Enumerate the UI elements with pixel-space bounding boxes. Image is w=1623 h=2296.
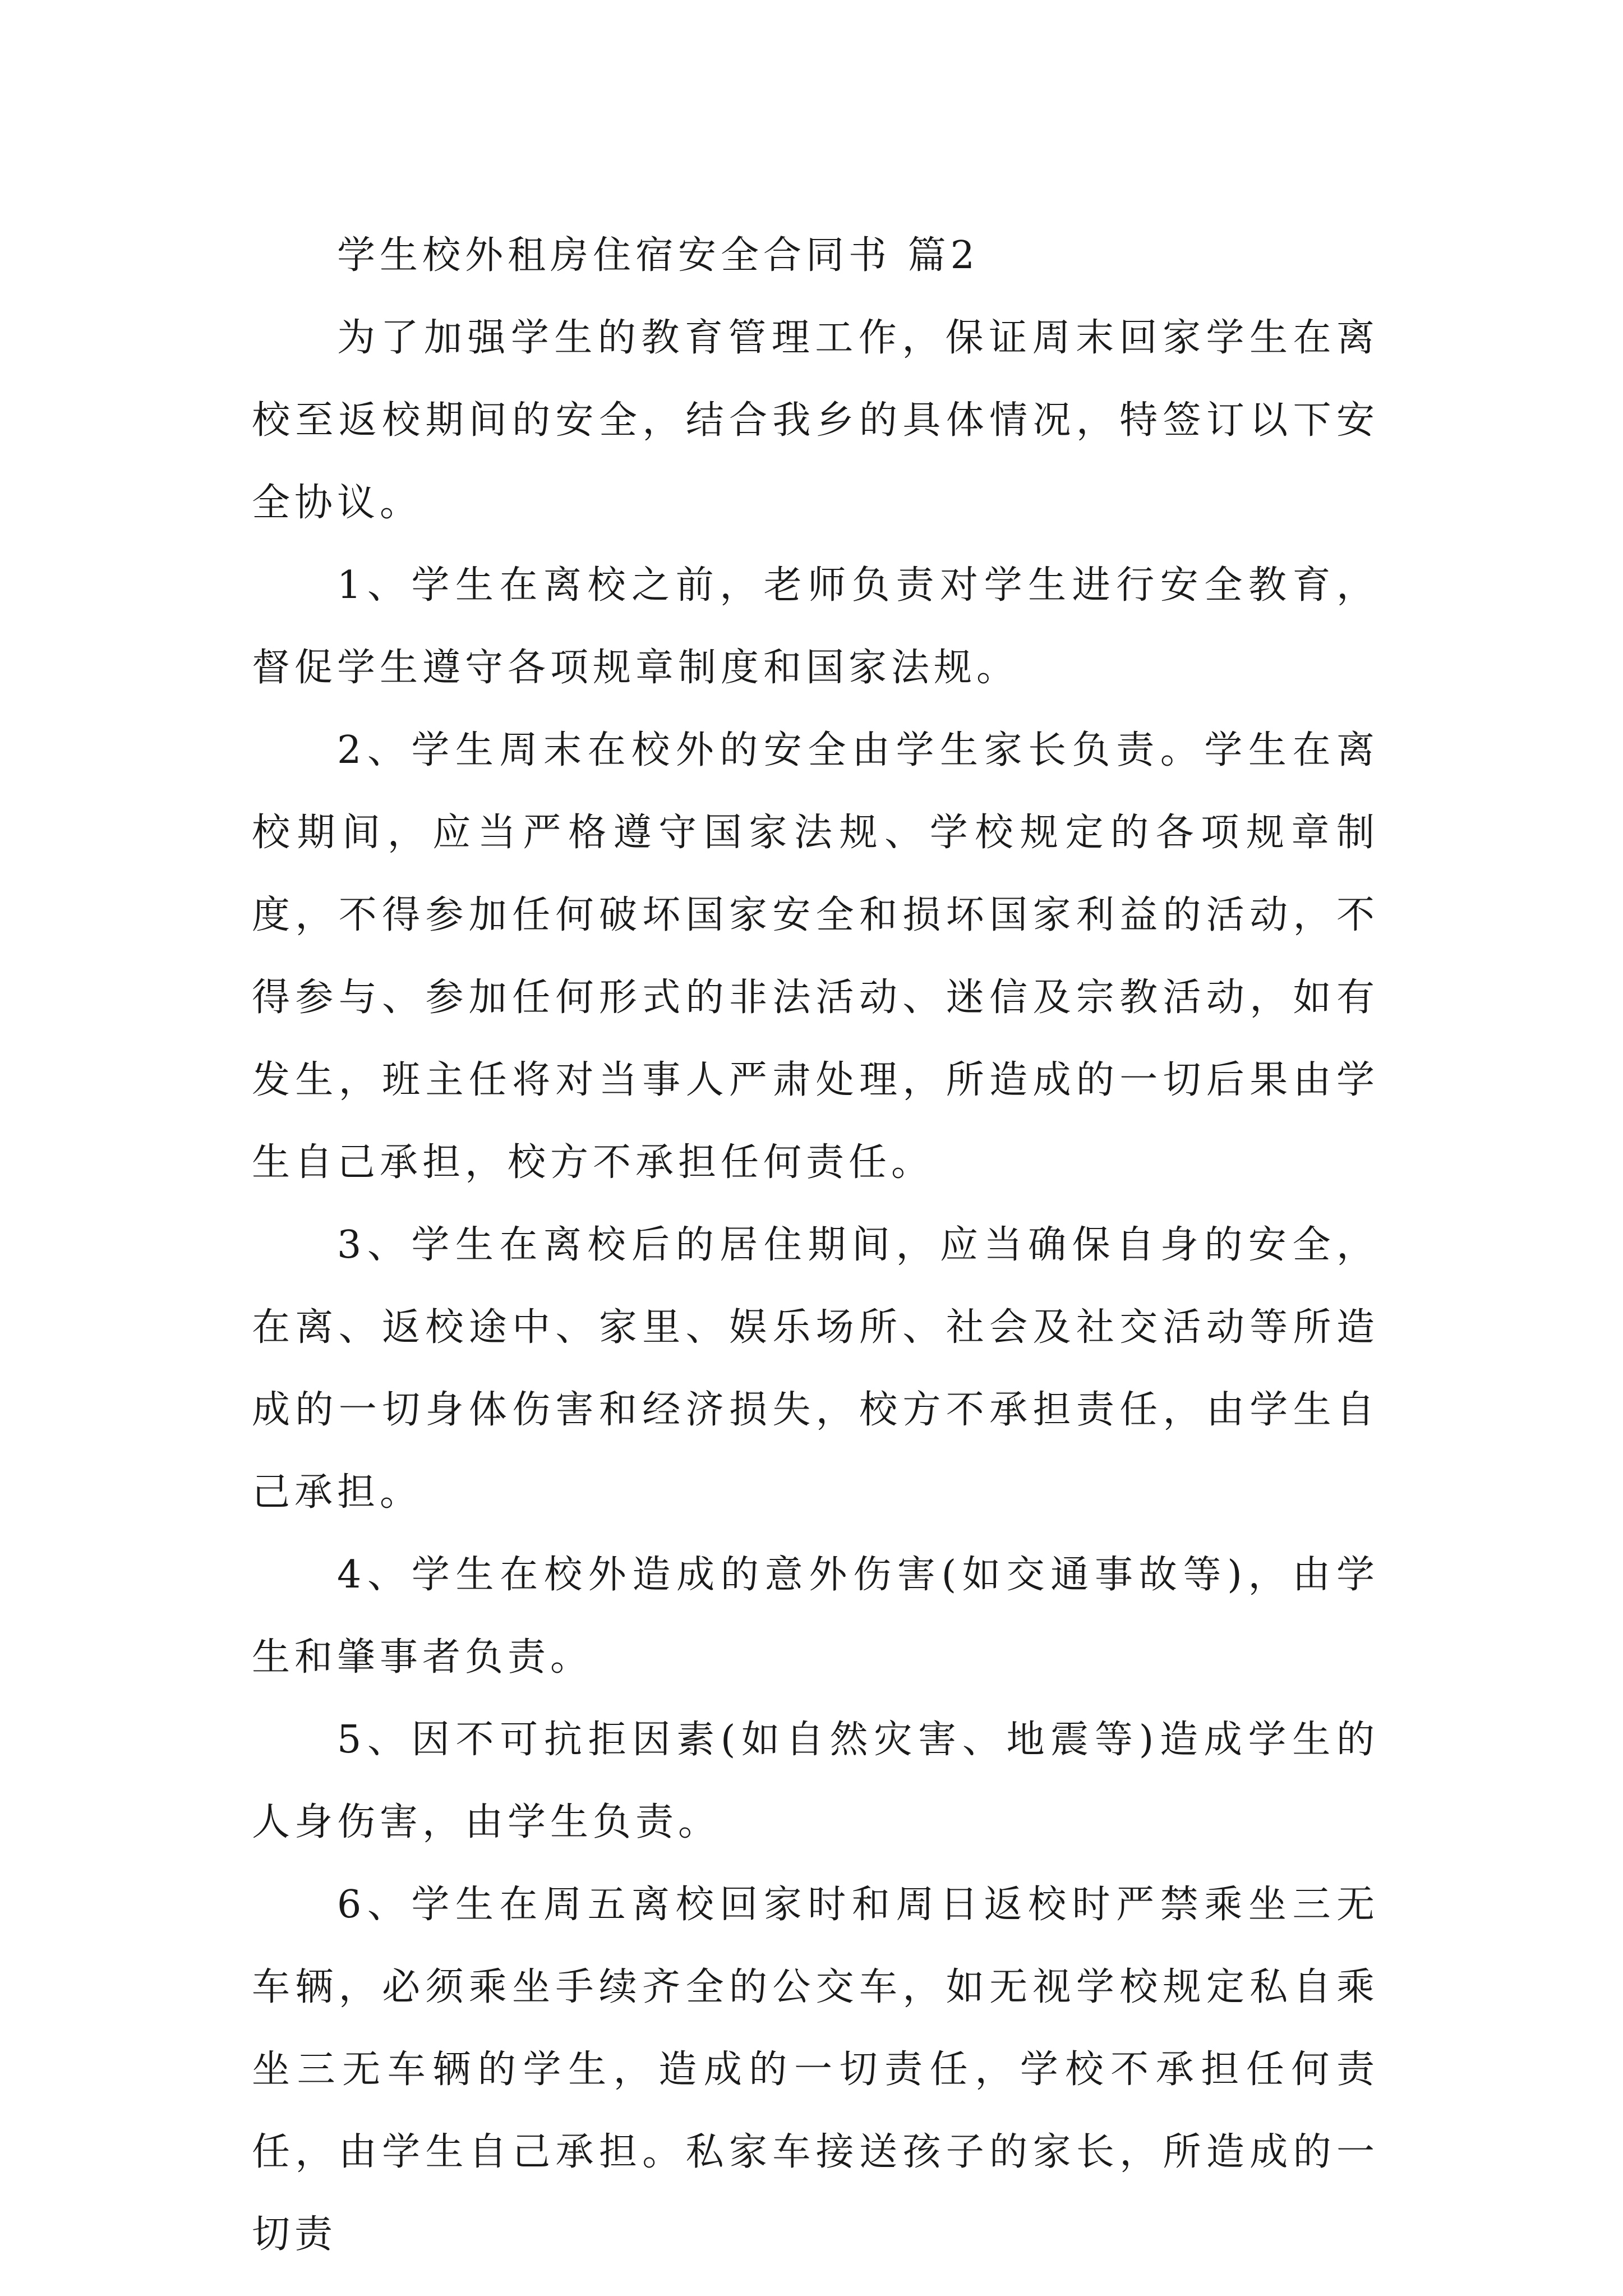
- paragraph-clause-3: 3、学生在离校后的居住期间，应当确保自身的安全，在离、返校途中、家里、娱乐场所、社会及社交活动等所造成的一切身体伤害和经济损失，校方不承担责任，由学生自己承担。: [252, 1223, 1379, 1515]
- paragraph-intro: 为了加强学生的教育管理工作，保证周末回家学生在离校至返校期间的安全，结合我乡的具体情况，特签订以下安全协议。: [252, 316, 1379, 525]
- paragraph-clause-6: 6、学生在周五离校回家时和周日返校时严禁乘坐三无车辆，必须乘坐手续齐全的公交车，如无视学校规定私自乘坐三无车辆的学生，造成的一切责任，学校不承担任何责任，由学生自己承担。私家车接送孩子的家长，所造成的一切责: [252, 1883, 1379, 2257]
- document-body: [252, 214, 1379, 2276]
- document-title: 学生校外租房住宿安全合同书 篇2: [337, 233, 979, 278]
- paragraph-clause-2: 2、学生周末在校外的安全由学生家长负责。学生在离校期间，应当严格遵守国家法规、学校规定的各项规章制度，不得参加任何破坏国家安全和损坏国家利益的活动，不得参与、参加任何形式的非法活动、迷信及宗教活动，如有发生，班主任将对当事人严肃处理，所造成的一切后果由学生自己承担，校方不承担任何责任。: [252, 728, 1379, 1185]
- paragraph-clause-1: 1、学生在离校之前，老师负责对学生进行安全教育，督促学生遵守各项规章制度和国家法规。: [252, 563, 1379, 690]
- paragraph-clause-5: 5、因不可抗拒因素(如自然灾害、地震等)造成学生的人身伤害，由学生负责。: [252, 1718, 1379, 1844]
- paragraph-clause-4: 4、学生在校外造成的意外伤害(如交通事故等)，由学生和肇事者负责。: [252, 1553, 1379, 1680]
